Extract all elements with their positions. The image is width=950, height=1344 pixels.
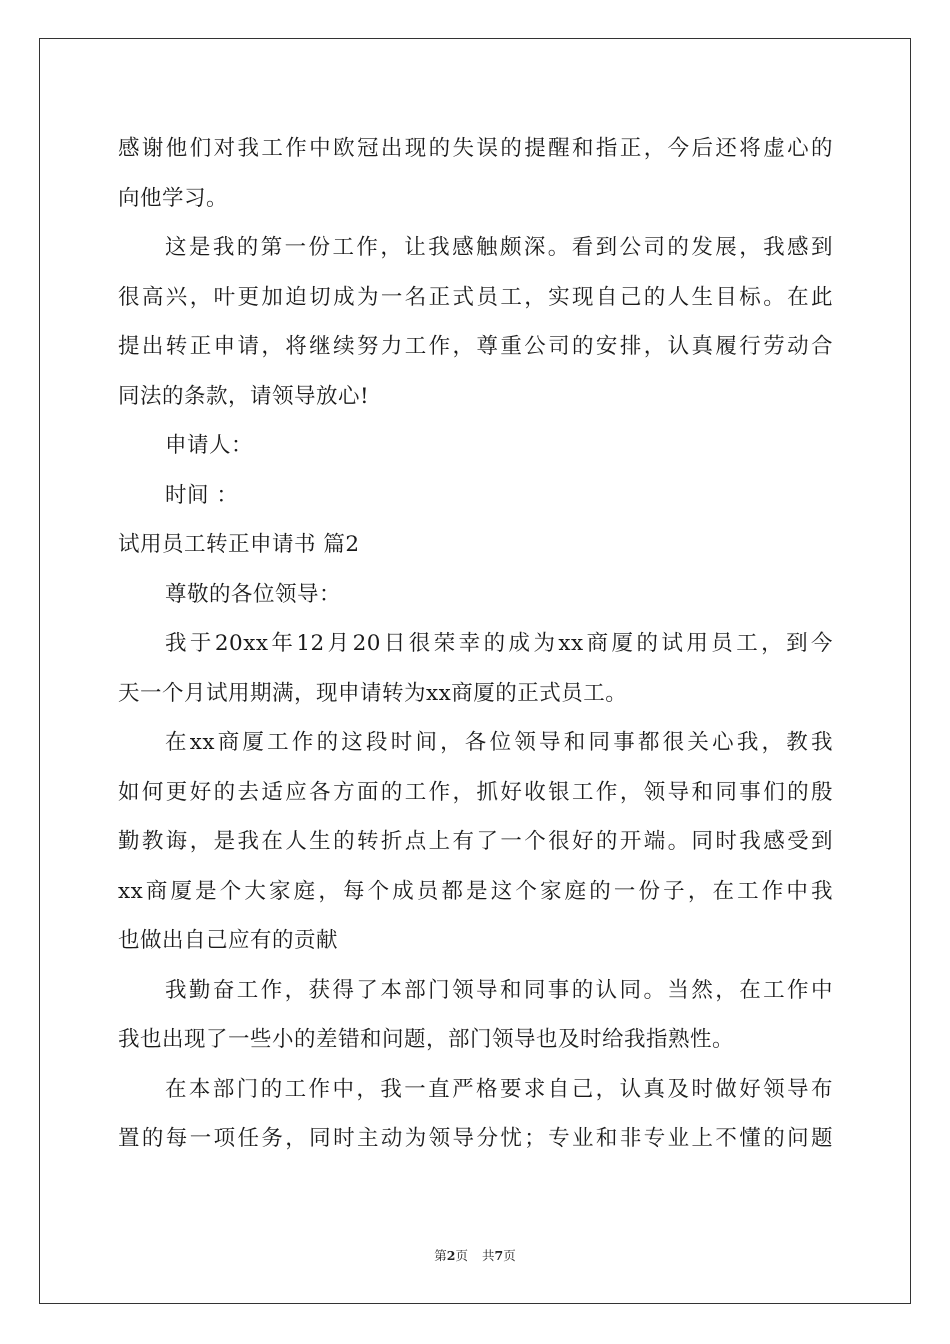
page-prefix: 第	[434, 1248, 447, 1263]
document-body	[118, 124, 833, 1164]
time-label: 时间 ：	[165, 482, 239, 508]
text-line: xx商厦是个大家庭，每个成员都是这个家庭的一份子，在工作中我	[118, 878, 833, 904]
text-line: 同法的条款，请领导放心!	[118, 383, 370, 409]
text-line: 我也出现了一些小的差错和问题，部门领导也及时给我指熟性。	[118, 1027, 735, 1052]
text-line: 向他学习。	[118, 185, 229, 211]
text-line: 提出转正申请，将继续努力工作，尊重公司的安排，认真履行劳动合	[118, 334, 833, 359]
total-prefix: 共	[482, 1248, 495, 1263]
text-line: 如何更好的去适应各方面的工作，抓好收银工作，领导和同事们的殷	[118, 779, 833, 805]
text-line: 也做出自己应有的贡献	[118, 928, 339, 953]
section-heading: 试用员工转正申请书 篇2	[118, 532, 360, 557]
page-unit: 页	[455, 1248, 468, 1263]
text-line: 天一个月试用期满，现申请转为xx商厦的正式员工。	[118, 680, 628, 706]
text-line: 这是我的第一份工作，让我感触颇深。看到公司的发展，我感到	[165, 235, 833, 260]
text-line: 勤教诲，是我在人生的转折点上有了一个很好的开端。同时我感受到	[118, 829, 833, 854]
text-line: 置的每一项任务，同时主动为领导分忧；专业和非专业上不懂的问题	[118, 1126, 833, 1151]
total-unit: 页	[503, 1248, 516, 1263]
text-line: 感谢他们对我工作中欧冠出现的失误的提醒和指正，今后还将虚心的	[118, 136, 833, 161]
text-line: 在xx商厦工作的这段时间，各位领导和同事都很关心我，教我	[165, 730, 833, 755]
page-footer	[0, 1246, 950, 1264]
total-page-number: 7	[494, 1248, 504, 1263]
text-line: 在本部门的工作中，我一直严格要求自己，认真及时做好领导布	[165, 1076, 833, 1102]
text-line: 很高兴，叶更加迫切成为一名正式员工，实现自己的人生目标。在此	[118, 284, 833, 310]
current-page-number: 2	[446, 1248, 456, 1263]
applicant-label: 申请人：	[165, 433, 254, 458]
text-line: 我于20xx年12月20日很荣幸的成为xx商厦的试用员工，到今	[165, 631, 833, 656]
text-line: 我勤奋工作，获得了本部门领导和同事的认同。当然，在工作中	[165, 977, 833, 1003]
salutation: 尊敬的各位领导：	[165, 581, 342, 607]
